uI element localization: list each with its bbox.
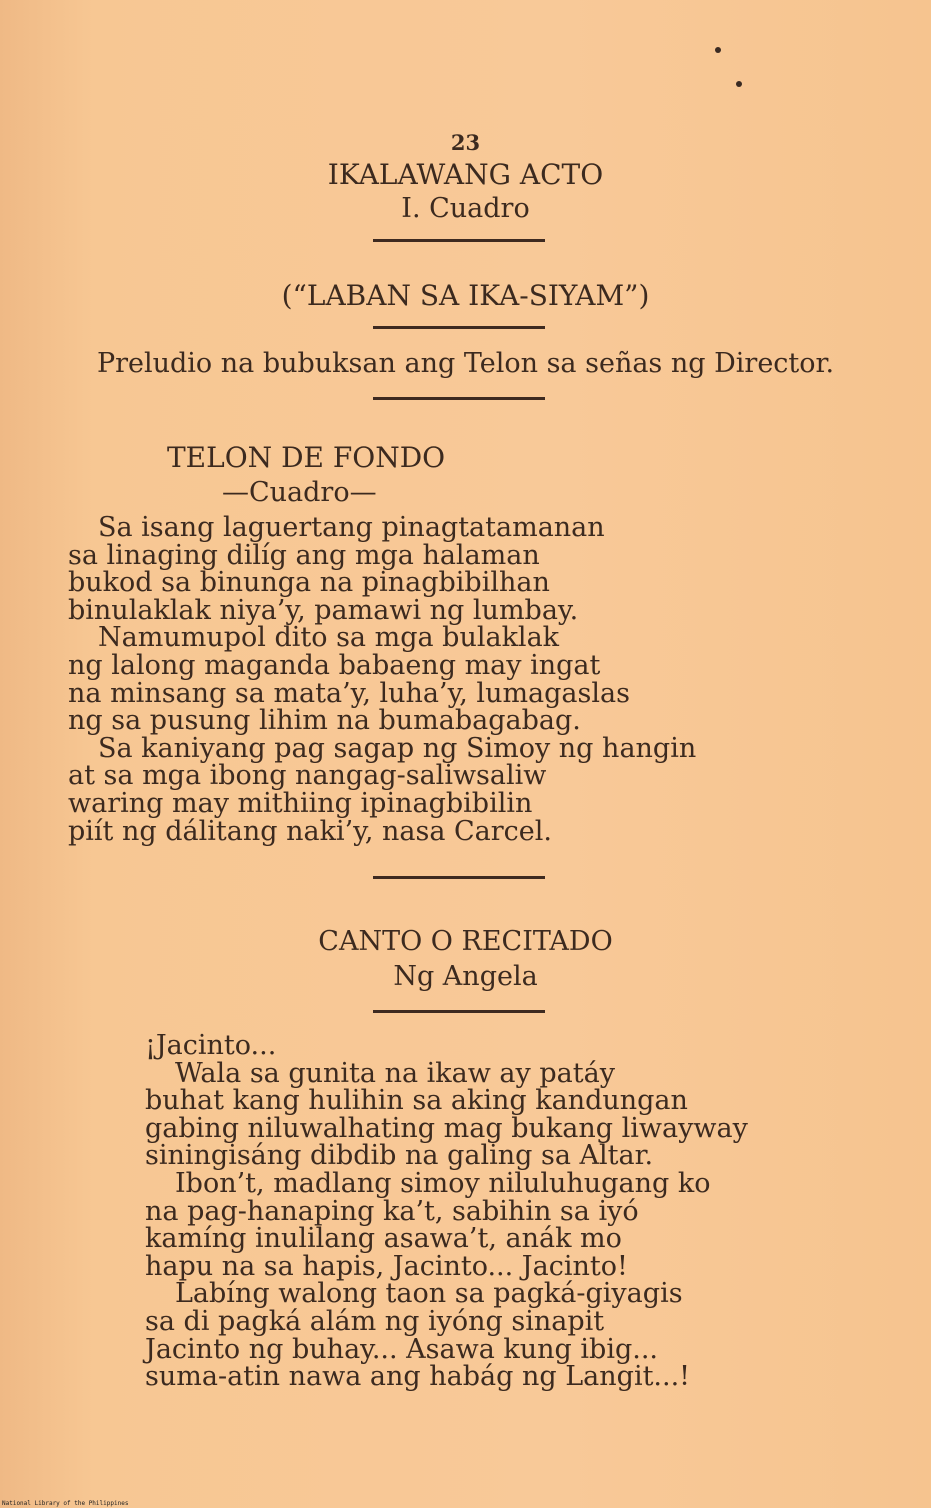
- section-subheading: —Cuadro—: [222, 477, 377, 508]
- poem-line: bukod sa binunga na pinagbibilhan: [68, 567, 550, 599]
- poem-line: at sa mga ibong nangag-saliwsaliw: [68, 760, 547, 792]
- poem-line: sa di pagká alám ng iyóng sinapit: [145, 1305, 605, 1337]
- poem-line: Namumupol dito sa mga bulaklak: [98, 622, 560, 654]
- section-heading: TELON DE FONDO: [167, 441, 446, 474]
- poem-line: Sa isang laguertang pinagtatamanan: [98, 512, 605, 543]
- poem-line: ¡Jacinto...: [145, 1030, 277, 1061]
- poem-line: hapu na sa hapis, Jacinto... Jacinto!: [145, 1250, 628, 1282]
- poem-line: buhat kang hulihin sa aking kandungan: [145, 1085, 688, 1117]
- poem-stanzas: [68, 514, 696, 845]
- poem-line: waring may mithiing ipinagbibilin: [68, 787, 533, 819]
- poem-line: Labíng walong taon sa pagká-giyagis: [175, 1278, 683, 1310]
- poem-line: ng sa pusung lihim na bumabagabag.: [68, 705, 581, 737]
- divider-rule: [373, 239, 545, 242]
- divider-rule: [373, 876, 545, 879]
- poem-line: na minsang sa mata’y, luha’y, lumagaslas: [68, 677, 630, 709]
- page-number: 23: [450, 130, 481, 155]
- scene-title: I. Cuadro: [401, 193, 530, 224]
- poem-line: Jacinto ng buhay... Asawa kung ibig...: [145, 1333, 658, 1365]
- poem-line: na pag-hanaping ka’t, sabihin sa iyó: [145, 1195, 639, 1227]
- poem-line: suma-atin nawa ang habág ng Langit...!: [145, 1361, 691, 1393]
- stage-direction: Preludio na bubuksan ang Telon sa señas ng Director.: [96, 348, 835, 379]
- play-subtitle: (“LABAN SA IKA-SIYAM”): [281, 279, 650, 312]
- act-title: IKALAWANG ACTO: [327, 158, 604, 191]
- recitation-stanzas: [145, 1032, 748, 1391]
- poem-line: Sa kaniyang pag sagap ng Simoy ng hangin: [98, 732, 697, 764]
- poem-line: piít ng dálitang naki’y, nasa Carcel.: [68, 815, 552, 847]
- section-heading: CANTO O RECITADO: [318, 926, 613, 957]
- speck-mark: [736, 81, 742, 87]
- poem-line: kamíng inulilang asawa’t, anák mo: [145, 1223, 622, 1255]
- divider-rule: [373, 326, 545, 329]
- poem-line: ng lalong maganda babaeng may ingat: [68, 649, 601, 681]
- poem-line: siningisáng dibdib na galing sa Altar.: [145, 1140, 654, 1172]
- poem-line: sa linaging dilíg ang mga halaman: [68, 539, 540, 571]
- poem-line: Wala sa gunita na ikaw ay patáy: [175, 1057, 615, 1089]
- poem-line: Ibon’t, madlang simoy niluluhugang ko: [175, 1167, 711, 1199]
- section-subheading: Ng Angela: [393, 961, 538, 992]
- poem-line: binulaklak niya’y, pamawi ng lumbay.: [68, 594, 579, 626]
- divider-rule: [373, 397, 545, 400]
- speck-mark: [715, 47, 721, 53]
- divider-rule: [373, 1010, 545, 1013]
- footer-credit: National Library of the Philippines: [2, 1500, 129, 1507]
- poem-line: gabing niluwalhating mag bukang liwayway: [145, 1112, 748, 1144]
